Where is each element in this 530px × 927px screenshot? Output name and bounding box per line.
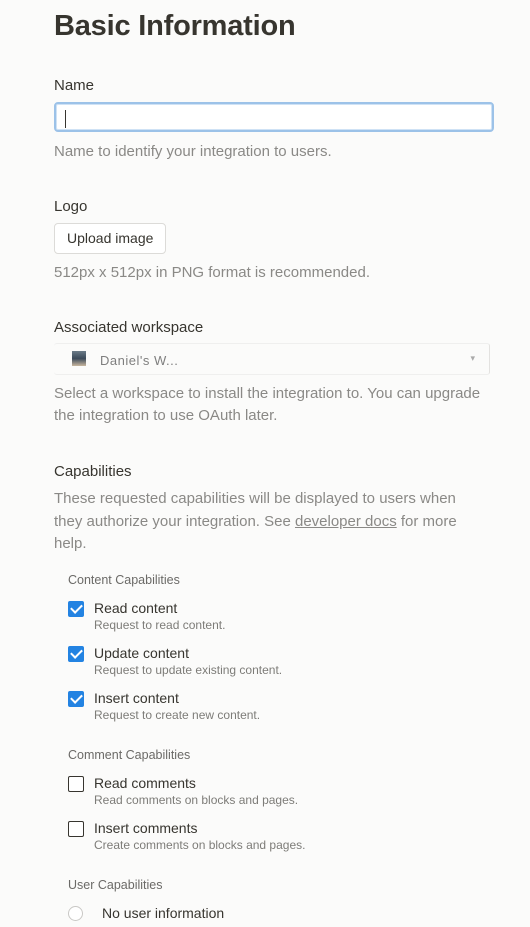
- comment-capabilities-heading: Comment Capabilities: [68, 748, 191, 762]
- logo-help-text: 512px x 512px in PNG format is recommended.: [54, 264, 370, 281]
- capabilities-help-prefix: they authorize your integration. See: [54, 513, 295, 530]
- checkbox-insert-content[interactable]: [68, 691, 84, 707]
- page-title: Basic Information: [54, 10, 296, 42]
- workspace-help-line-2: the integration to use OAuth later.: [54, 407, 278, 424]
- capabilities-help-line-2: [54, 511, 457, 533]
- capability-description: Request to read content.: [94, 618, 226, 632]
- upload-image-button[interactable]: Upload image: [54, 223, 166, 254]
- capability-description: Read comments on blocks and pages.: [94, 793, 299, 807]
- capability-title: No user information: [102, 905, 225, 921]
- user-capabilities-heading: User Capabilities: [68, 878, 163, 892]
- capability-title: Read content: [94, 600, 178, 616]
- capabilities-help-line-3: help.: [54, 535, 87, 552]
- content-capabilities-heading: Content Capabilities: [68, 573, 180, 587]
- capability-title: Read comments: [94, 775, 196, 791]
- capability-description: Request to update existing content.: [94, 663, 283, 677]
- logo-label: Logo: [54, 198, 88, 215]
- capability-description: Create comments on blocks and pages.: [94, 838, 306, 852]
- name-label: Name: [54, 77, 95, 94]
- capability-title: Insert comments: [94, 820, 198, 836]
- workspace-label: Associated workspace: [54, 319, 204, 336]
- capability-title: Update content: [94, 645, 189, 661]
- text-caret: [65, 110, 66, 128]
- checkbox-read-content[interactable]: [68, 601, 84, 617]
- name-input[interactable]: [54, 102, 494, 132]
- workspace-name: Daniel's W...: [100, 353, 179, 368]
- developer-docs-link[interactable]: developer docs: [294, 513, 397, 530]
- workspace-help-line-1: Select a workspace to install the integration to. You can upgrade: [54, 385, 481, 402]
- radio-no-user-information[interactable]: [68, 906, 83, 921]
- capabilities-label: Capabilities: [54, 463, 132, 480]
- workspace-select[interactable]: [54, 343, 490, 375]
- workspace-avatar: [72, 351, 86, 366]
- checkbox-read-comments[interactable]: [68, 776, 84, 792]
- checkbox-insert-comments[interactable]: [68, 821, 84, 837]
- capability-title: Insert content: [94, 690, 179, 706]
- capabilities-help-line-1: These requested capabilities will be displayed to users when: [54, 490, 456, 507]
- chevron-down-icon: ▾: [470, 353, 475, 363]
- name-help-text: Name to identify your integration to users.: [54, 143, 332, 160]
- capabilities-help-suffix: for more: [396, 513, 457, 530]
- capability-description: Request to create new content.: [94, 708, 261, 722]
- checkbox-update-content[interactable]: [68, 646, 84, 662]
